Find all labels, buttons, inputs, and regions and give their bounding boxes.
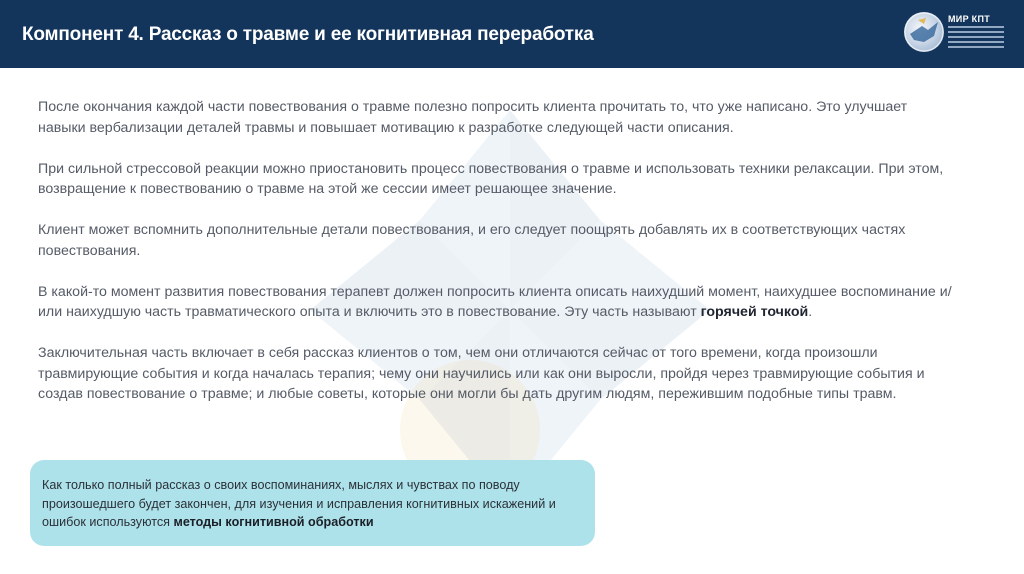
paragraph: Заключительная часть включает в себя рассказ клиентов о том, чем они отличаются сейчас от того времени, когда произошли травмирующие события и когда началась терапия; чему они научились или как они выросли, пройдя через травмирующие события и создав повествование о травме; и любые советы, которые они могли бы дать другим людям, пережившим подобные типы травм. [38, 345, 925, 402]
paragraph: Клиент может вспомнить дополнительные детали повествования, и его следует поощрять добавлять их в соответствующих частях повествования. [38, 222, 906, 259]
paragraph-end: . [808, 304, 813, 320]
paragraph-text: В какой-то момент развития повествования терапевт должен попросить клиента описать наихудший момент, наихудшее воспоминание и/или наихудшую часть травматического опыта и включить это в повествование. Эту часть называют [38, 283, 952, 320]
note-text: Как только полный рассказ о своих воспоминаниях, мыслях и чувствах по поводу произошедшего будет закончен, для изучения и исправления когнитивных искажений и ошибок используются [42, 478, 556, 529]
paragraph: При сильной стрессовой реакции можно приостановить процесс повествования о травме и использовать техники релаксации. При этом, возвращение к повествованию о травме на этой же сессии имеет решающее значение. [38, 160, 944, 197]
hot-spot-term: горячей точкой [700, 304, 809, 320]
logo-globe-icon [904, 12, 944, 52]
note-bold-term: методы когнитивной обработки [173, 515, 374, 529]
logo [904, 10, 1014, 56]
logo-tagline [948, 26, 1004, 51]
page-title: Компонент 4. Рассказ о травме и ее когнитивная переработка [22, 24, 594, 45]
header-bar [0, 0, 1024, 68]
paragraph: После окончания каждой части повествования о травме полезно попросить клиента прочитать то, что уже написано. Это улучшает навыки вербализации деталей травмы и повышает мотивацию к разработке следующей части описания. [38, 99, 908, 136]
body-text [38, 97, 958, 425]
highlight-note-box [30, 460, 595, 546]
logo-text: МИР КПТ [948, 14, 991, 24]
paragraph-hot-spot [38, 282, 958, 323]
